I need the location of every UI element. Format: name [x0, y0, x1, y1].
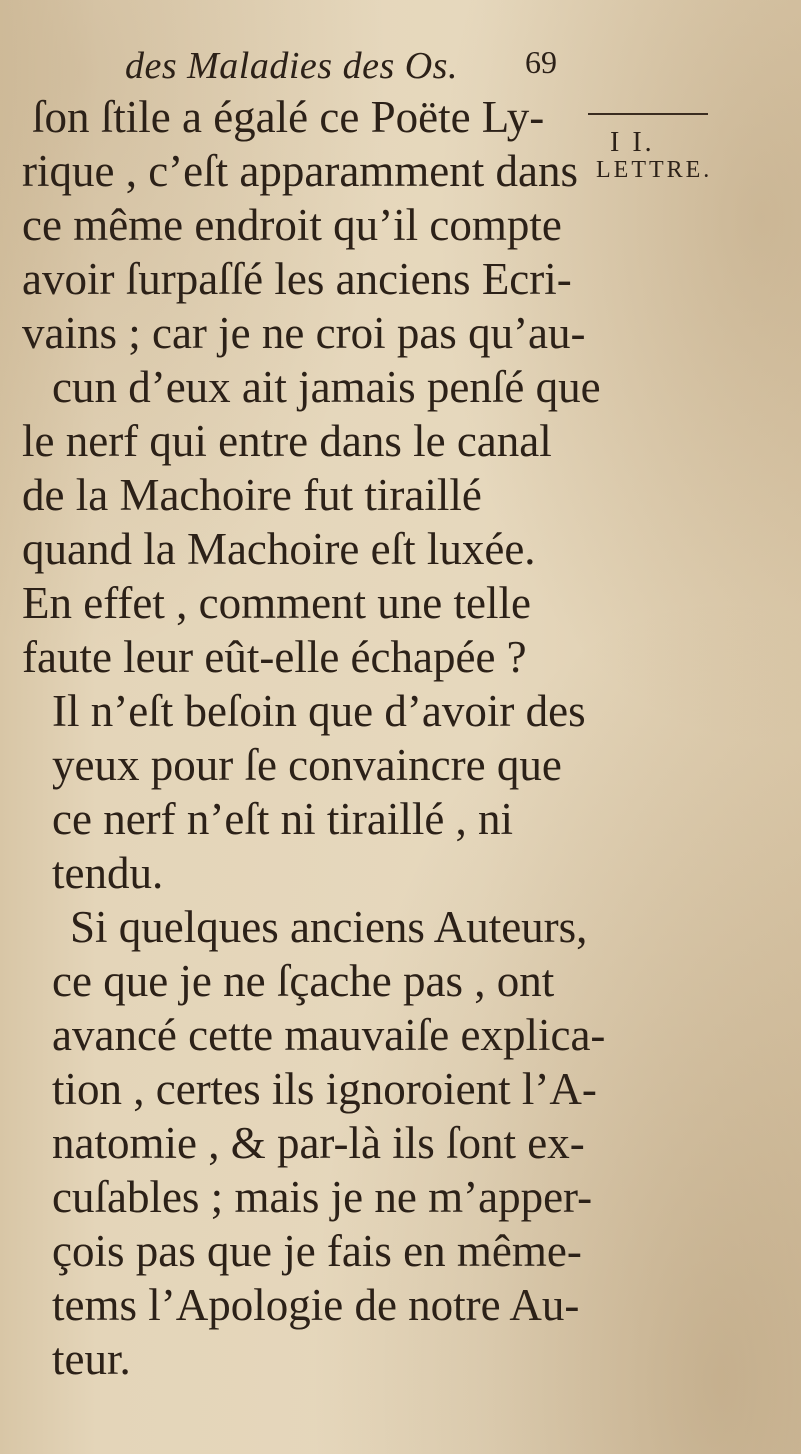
text-line: yeux pour ſe convaincre que	[52, 740, 562, 790]
text-line: ce même endroit qu’il compte	[22, 200, 562, 250]
letter-numeral: I I.	[610, 127, 655, 158]
text-line: cuſables ; mais je ne m’apper-	[52, 1172, 593, 1222]
text-line: En effet , comment une telle	[22, 578, 531, 628]
text-line: ce nerf n’eſt ni tiraillé , ni	[52, 794, 514, 844]
letter-label: LETTRE.	[596, 157, 713, 183]
text-line: avoir ſurpaſſé les anciens Ecri-	[22, 254, 572, 304]
text-line: avancé cette mauvaiſe explica-	[52, 1010, 606, 1060]
text-line: rique , c’eſt apparamment dans	[22, 146, 579, 196]
text-line: Si quelques anciens Auteurs,	[70, 902, 588, 952]
text-line: Il n’eſt beſoin que d’avoir des	[52, 686, 586, 736]
running-head	[125, 44, 585, 94]
text-line: ce que je ne ſçache pas , ont	[52, 956, 555, 1006]
text-line: tems l’Apologie de notre Au-	[52, 1280, 580, 1330]
text-line: tion , certes ils ignoroient l’A-	[52, 1064, 597, 1114]
page-number: 69	[525, 44, 557, 80]
text-line: tendu.	[52, 848, 164, 898]
text-line: natomie , & par-là ils ſont ex-	[52, 1118, 585, 1168]
text-line: ſon ſtile a égalé ce Poëte Ly-	[32, 92, 545, 142]
text-line: faute leur eût-elle échapée ?	[22, 632, 527, 682]
text-line: cun d’eux ait jamais penſé que	[52, 362, 601, 412]
text-line: le nerf qui entre dans le canal	[22, 416, 552, 466]
margin-rule	[588, 113, 708, 115]
text-line: quand la Machoire eſt luxée.	[22, 524, 536, 574]
text-line: de la Machoire fut tiraillé	[22, 470, 482, 520]
body-text	[22, 90, 606, 1386]
running-title: des Maladies des Os.	[125, 45, 458, 87]
text-line: vains ; car je ne croi pas qu’au-	[22, 308, 586, 358]
text-line: teur.	[52, 1334, 131, 1384]
text-line: çois pas que je fais en même-	[52, 1226, 582, 1276]
